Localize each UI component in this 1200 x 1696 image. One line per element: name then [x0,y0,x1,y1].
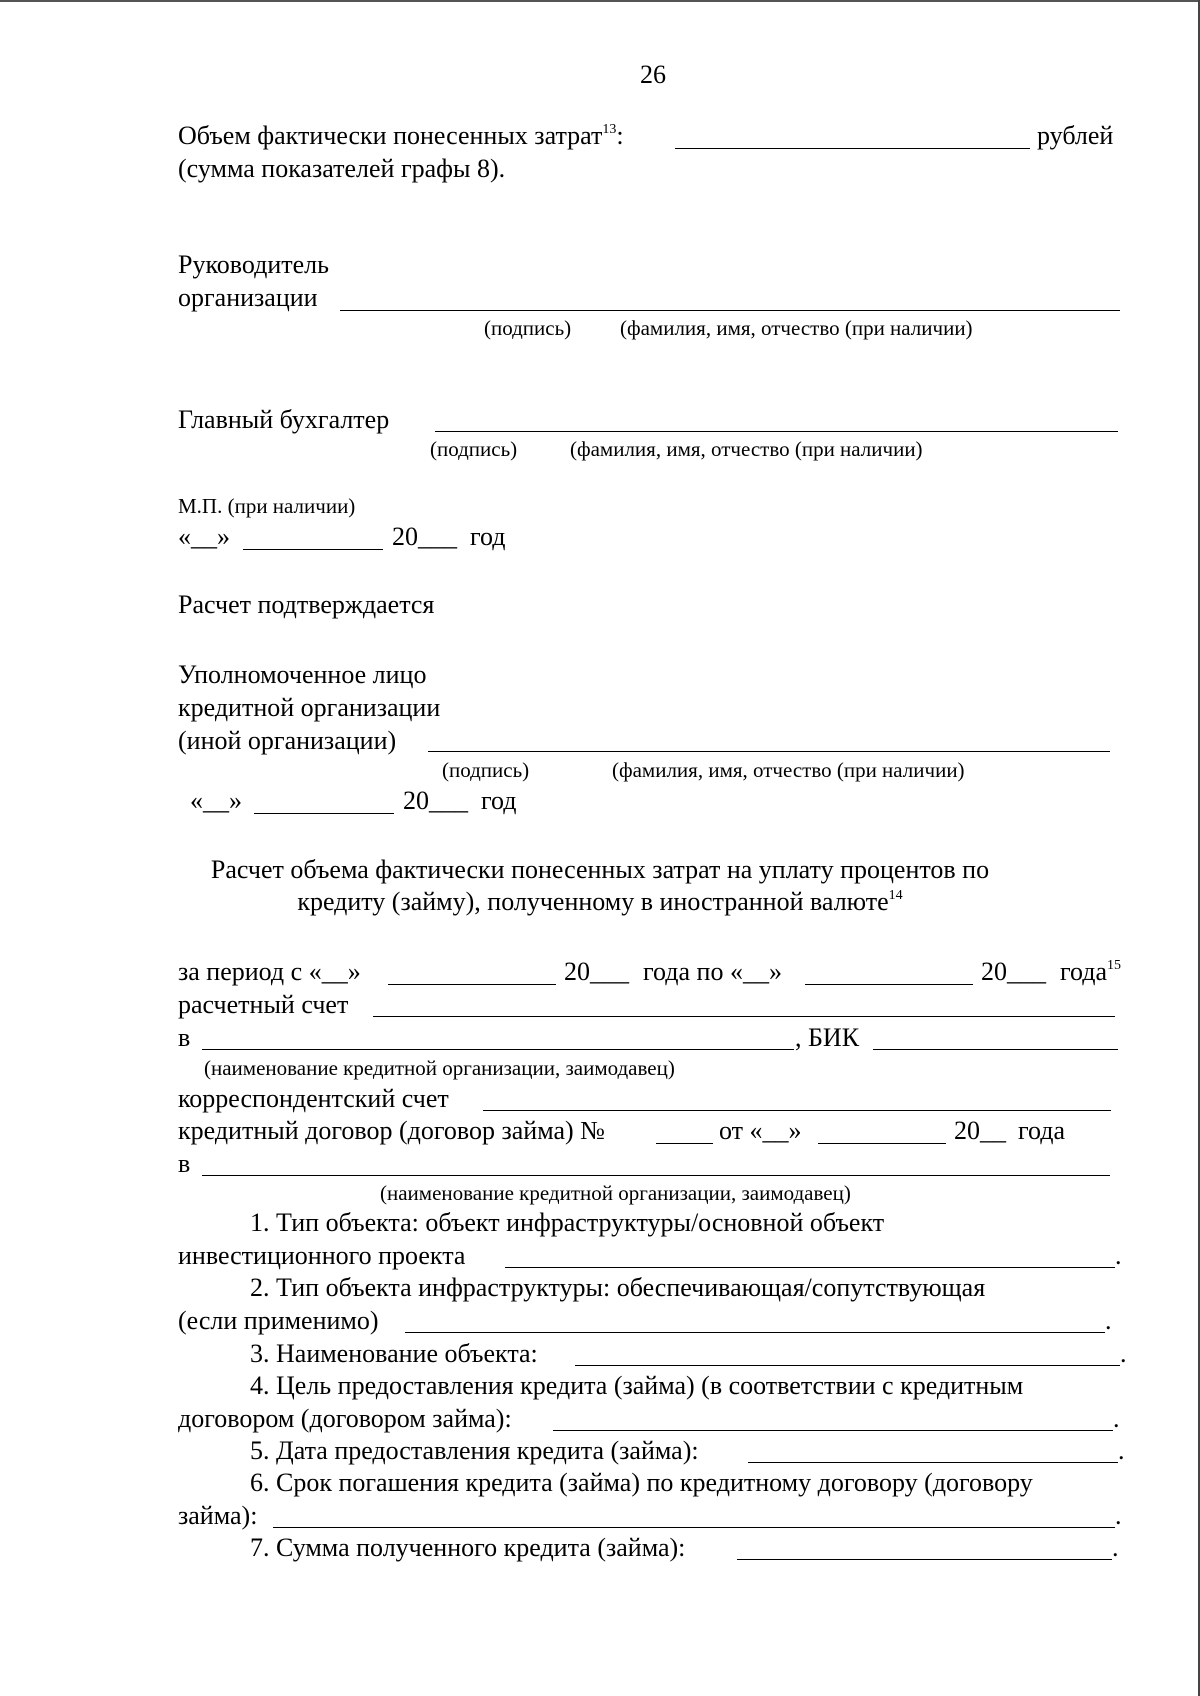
bank-prefix: в [178,1023,191,1052]
contract-end: года [1018,1116,1066,1145]
period-to: года по «__» [643,957,782,986]
page-number: 26 [640,60,666,89]
item-1-line1: 1. Тип объекта: объект инфраструктуры/основной объект [250,1208,885,1237]
contract-label: кредитный договор (договор займа) № [178,1116,605,1145]
contract-month-blank[interactable] [818,1143,946,1144]
confirmed-label: Расчет подтверждается [178,590,435,619]
contract-number-blank[interactable] [656,1143,713,1144]
account-blank[interactable] [373,1016,1115,1017]
date2-quote: «__» [190,786,242,815]
head-title-line1: Руководитель [178,250,329,279]
period-end: года$^{15}$ [1060,957,1122,986]
item-7-blank[interactable] [737,1559,1112,1560]
item-2-blank[interactable] [405,1332,1105,1333]
date2-month-blank[interactable] [254,813,394,814]
item-4-line1: 4. Цель предоставления кредита (займа) (в соответствии с кредитным [250,1371,1024,1400]
item-7-line1: 7. Сумма полученного кредита (займа): [250,1533,686,1562]
costs-label: Объем фактически понесенных затрат$^{13}$: [178,121,624,150]
date2-suffix: год [481,786,517,815]
item-6-line2: займа): [178,1501,258,1530]
accountant-label: Главный бухгалтер [178,405,390,434]
date1-year: 20___ [392,522,457,551]
item-1-period: . [1115,1241,1122,1270]
item-2-period: . [1105,1306,1112,1335]
authorized-line2: кредитной организации [178,693,441,722]
item-4-blank[interactable] [553,1430,1113,1431]
corr-account-blank[interactable] [483,1110,1111,1111]
costs-amount-blank[interactable] [675,148,1030,149]
bik-label: , БИК [795,1023,860,1052]
authorized-name-caption: (фамилия, имя, отчество (при наличии) [612,758,965,782]
footnote-13: 13 [602,122,617,137]
costs-note: (сумма показателей графы 8). [178,154,506,183]
item-6-period: . [1115,1501,1122,1530]
head-signature-blank[interactable] [340,310,1120,311]
authorized-line1: Уполномоченное лицо [178,660,427,689]
period-to-month-blank[interactable] [805,984,973,985]
contract-from: от «__» [719,1116,802,1145]
item-4-line2: договором (договором займа): [178,1404,512,1433]
authorized-sign-caption: (подпись) [442,758,530,782]
item-6-blank[interactable] [273,1527,1115,1528]
account-label: расчетный счет [178,990,349,1019]
date1-quote: «__» [178,522,230,551]
corr-account-label: корреспондентский счет [178,1084,449,1113]
item-2-line2: (если применимо) [178,1306,379,1335]
section-title-line1: Расчет объема фактически понесенных затрат на уплату процентов по [210,855,990,884]
accountant-sign-caption: (подпись) [430,437,518,461]
bank-name-blank[interactable] [202,1049,794,1050]
item-6-line1: 6. Срок погашения кредита (займа) по кредитному договору (договору [250,1468,1033,1497]
item-1-blank[interactable] [505,1267,1115,1268]
scan-edge-top [0,0,1200,2]
lender-caption: (наименование кредитной организации, заимодавец) [380,1181,851,1205]
period-from: за период с «__» [178,957,361,986]
period-year1: 20___ [564,957,629,986]
item-2-line1: 2. Тип объекта инфраструктуры: обеспечивающая/сопутствующая [250,1273,986,1302]
section-title-line2: кредиту (займу), полученному в иностранной валюте$^{14}$ [297,887,903,916]
item-3-line1: 3. Наименование объекта: [250,1339,538,1368]
head-title-line2: организации [178,283,318,312]
costs-unit: рублей [1037,121,1114,150]
stamp-label: М.П. (при наличии) [178,494,356,518]
lender-prefix: в [178,1149,191,1178]
accountant-signature-blank[interactable] [435,431,1118,432]
accountant-name-caption: (фамилия, имя, отчество (при наличии) [570,437,923,461]
item-3-blank[interactable] [575,1365,1120,1366]
item-7-period: . [1112,1533,1119,1562]
head-sign-caption: (подпись) [484,316,572,340]
item-1-line2: инвестиционного проекта [178,1241,466,1270]
item-5-line1: 5. Дата предоставления кредита (займа): [250,1436,699,1465]
date1-month-blank[interactable] [243,549,383,550]
item-3-period: . [1120,1339,1127,1368]
item-5-blank[interactable] [748,1462,1118,1463]
lender-blank[interactable] [202,1175,1110,1176]
bik-blank[interactable] [873,1049,1118,1050]
period-from-month-blank[interactable] [388,984,556,985]
contract-year: 20__ [954,1116,1006,1145]
footnote-14: 14 [888,888,903,903]
footnote-15: 15 [1107,958,1122,973]
item-4-period: . [1113,1404,1120,1433]
date2-year: 20___ [403,786,468,815]
bank-caption: (наименование кредитной организации, заимодавец) [204,1056,675,1080]
head-name-caption: (фамилия, имя, отчество (при наличии) [620,316,973,340]
date1-suffix: год [470,522,506,551]
period-year2: 20___ [981,957,1046,986]
item-5-period: . [1118,1436,1125,1465]
authorized-line3: (иной организации) [178,726,397,755]
authorized-signature-blank[interactable] [428,751,1110,752]
